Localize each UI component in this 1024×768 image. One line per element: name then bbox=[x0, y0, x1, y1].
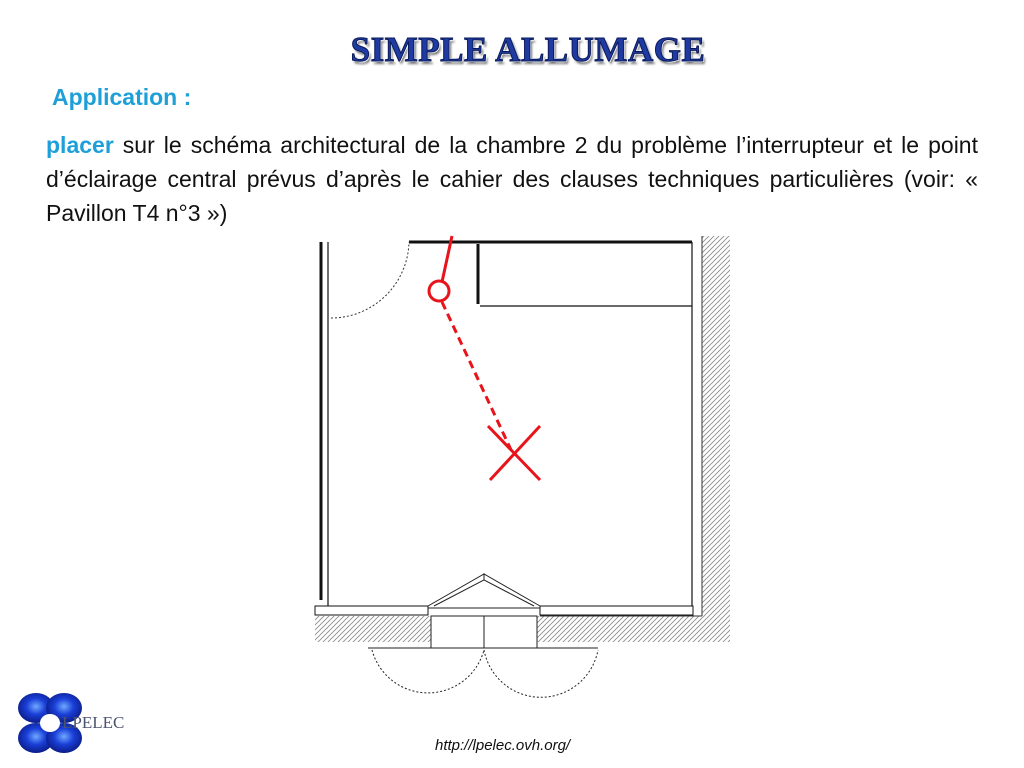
switch-symbol bbox=[429, 236, 452, 301]
room-floor-plan bbox=[300, 230, 740, 710]
instruction-paragraph bbox=[46, 128, 978, 230]
instruction-text: sur le schéma architectural de la chambre 2 du problème l’interrupteur et le point d’éclairage central prévus d’après le cahier des clauses techniques particulières (voir: « Pavillon T4 n°3 ») bbox=[46, 132, 978, 226]
exterior-wall-hatch bbox=[315, 236, 730, 642]
footer-url-link[interactable]: http://lpelec.ovh.org/ bbox=[435, 737, 571, 754]
door-swing bbox=[331, 242, 409, 318]
switch-wiring-dashed-line bbox=[442, 302, 512, 452]
ceiling-light-point-symbol bbox=[488, 426, 540, 480]
instruction-keyword: placer bbox=[46, 132, 114, 158]
application-heading: Application : bbox=[52, 84, 192, 110]
logo-text: LPELEC bbox=[62, 713, 125, 732]
lpelec-logo bbox=[14, 686, 134, 758]
interior-walls bbox=[315, 242, 693, 615]
slide-title: SIMPLE ALLUMAGE bbox=[350, 30, 706, 69]
